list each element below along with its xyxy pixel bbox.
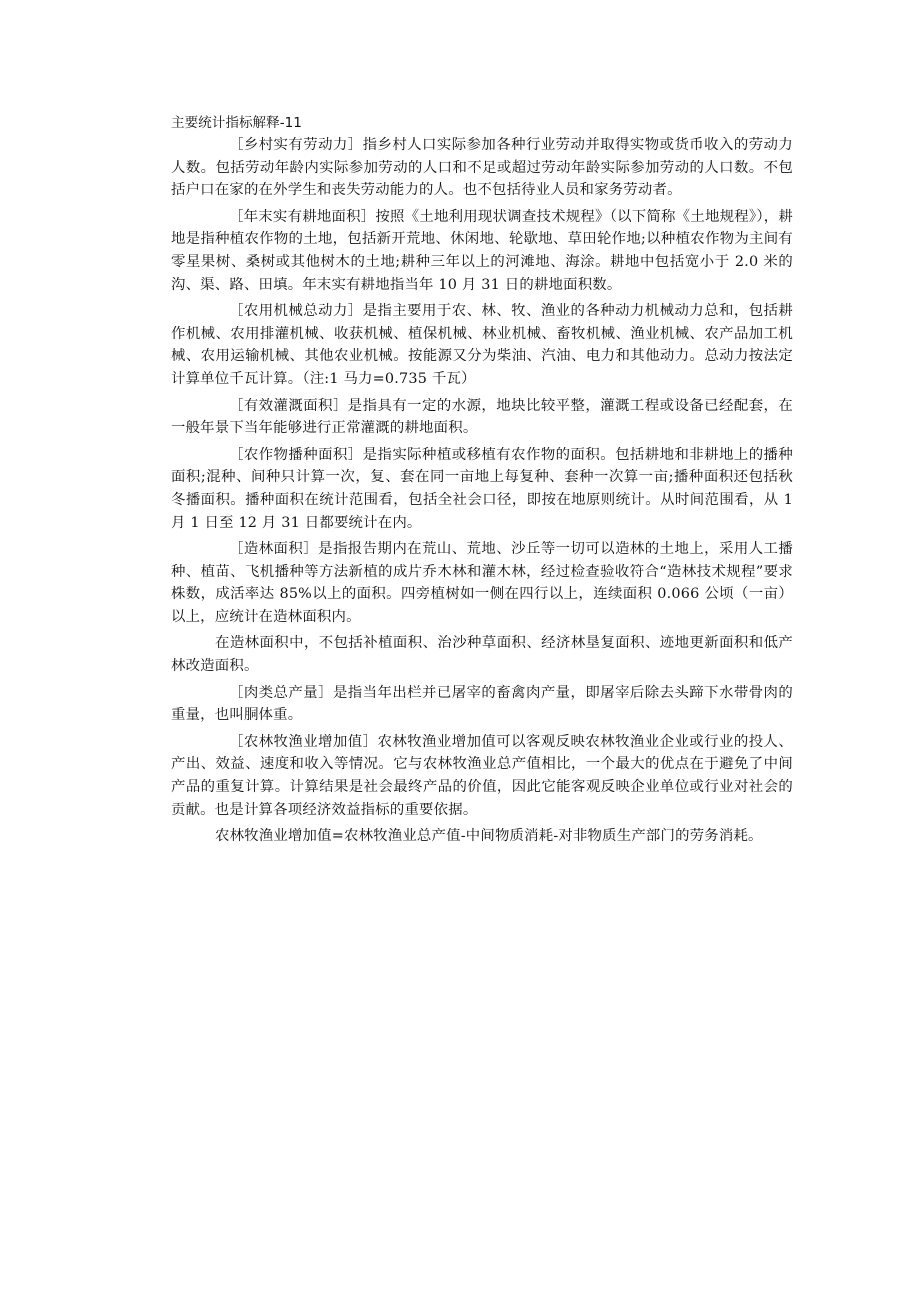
paragraph-rural-labor: ［乡村实有劳动力］指乡村人口实际参加各种行业劳动并取得实物或货币收入的劳动力人数。包括劳动年龄内实际参加劳动的人口和不足或超过劳动年龄实际参加劳动的人口数。不包括户口在家的在外学生和丧失劳动能力的人。也不包括待业人员和家务劳动者。 <box>171 137 793 199</box>
paragraph-meat-output: ［肉类总产量］是指当年出栏并已屠宰的畜禽肉产量，即屠宰后除去头蹄下水带骨肉的重量，也叫胴体重。 <box>171 684 793 724</box>
paragraph-value-added-formula: 农林牧渔业增加值=农林牧渔业总产值-中间物质消耗-对非物质生产部门的劳务消耗。 <box>215 828 763 845</box>
paragraph-value-added: ［农林牧渔业增加值］农林牧渔业增加值可以客观反映农林牧渔业企业或行业的投人、产出、效益、速度和收入等情况。它与农林牧渔业总产值相比，一个最大的优点在于避免了中间产品的重复计算。计算结果是社会最终产品的价值，因此它能客观反映企业单位或行业对社会的贡献。也是计算各项经济效益指标的重要依据。 <box>171 733 793 818</box>
paragraph-irrigation-area: ［有效灌溉面积］是指具有一定的水源，地块比较平整，灌溉工程或设备已经配套，在一般年景下当年能够进行正常灌溉的耕地面积。 <box>171 397 793 437</box>
paragraph-afforestation-exclusions: 在造林面积中，不包括补植面积、治沙种草面积、经济林垦复面积、迹地更新面积和低产林改造面积。 <box>171 635 793 675</box>
paragraph-machinery-power: ［农用机械总动力］是指主要用于农、林、牧、渔业的各种动力机械动力总和，包括耕作机械、农用排灌机械、收获机械、植保机械、林业机械、畜牧机械、渔业机械、农产品加工机械、农用运输机械、其他农业机械。按能源又分为柴油、汽油、电力和其他动力。总动力按法定计算单位千瓦计算。（注:1 马力=0.735 千瓦） <box>171 303 793 387</box>
paragraph-cultivated-land: ［年末实有耕地面积］按照《土地利用现状调查技术规程》（以下简称《土地规程》），耕地是指种植农作物的土地，包括新开荒地、休闲地、轮歇地、草田轮作地;以种植农作物为主间有零星果树、桑树或其他树木的土地;耕种三年以上的河滩地、海涂。耕地中包括宽小于 2.0 米的沟、渠、路、田填。年末实有耕地指当年 10 月 31 日的耕地面积数。 <box>171 208 793 293</box>
document-page <box>171 112 793 852</box>
paragraph-afforestation-area: ［造林面积］是指报告期内在荒山、荒地、沙丘等一切可以造林的土地上，采用人工播种、植苗、飞机播种等方法新植的成片乔木林和灌木林，经过检查验收符合“造林技术规程”要求株数，成活率达 85%以上的面积。四旁植树如一侧在四行以上，连续面积 0.066 公顷（一亩）以上，应统计在造林面积内。 <box>171 541 793 625</box>
document-title: 主要统计指标解释-11 <box>171 115 302 131</box>
paragraph-sown-area: ［农作物播种面积］是指实际种植或移植有农作物的面积。包括耕地和非耕地上的播种面积;混种、间种只计算一次，复、套在同一亩地上每复种、套种一次算一亩;播种面积还包括秋冬播面积。播种面积在统计范围看，包括全社会口径，即按在地原则统计。从时间范围看，从 1 月 1 日至 12 月 31 日都要统计在内。 <box>171 446 793 531</box>
